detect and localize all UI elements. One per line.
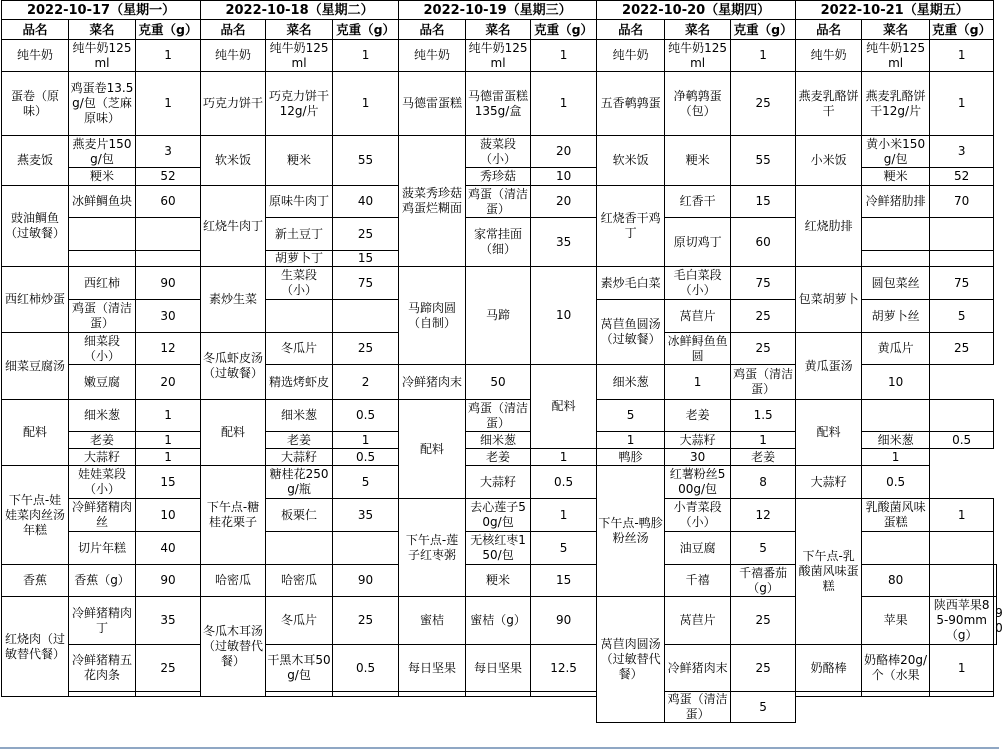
ingredient-cell (862, 400, 930, 432)
ingredient-cell: 冷鲜猪精五花肉条 (69, 645, 136, 692)
dish-cell: 配料 (399, 400, 466, 499)
weight-cell: 25 (333, 333, 399, 365)
ingredient-cell: 冰鲜鲟鱼鱼圆 (665, 333, 731, 365)
weight-cell: 12 (731, 499, 796, 532)
weight-cell: 12 (136, 333, 201, 365)
ingredient-cell: 纯牛奶125ml (665, 40, 731, 72)
weight-cell: 1 (731, 40, 796, 72)
dish-cell: 马蹄肉圆（自制） (399, 267, 466, 365)
header-weight: 克重（g） (333, 20, 399, 40)
weight-cell: 1 (531, 449, 597, 466)
dish-cell: 豉油鲷鱼（过敏餐） (2, 186, 69, 267)
dish-cell: 纯牛奶 (796, 40, 862, 72)
weight-cell: 55 (731, 136, 796, 186)
weight-cell (930, 692, 994, 697)
ingredient-cell: 细米葱 (69, 400, 136, 432)
ingredient-cell: 鸡蛋（清洁蛋） (665, 692, 731, 723)
header-dish: 品名 (201, 20, 266, 40)
weight-cell: 20 (136, 365, 201, 400)
ingredient-cell (266, 300, 333, 333)
weight-cell: 25 (333, 597, 399, 645)
header-dish: 品名 (597, 20, 665, 40)
weight-cell: 5 (597, 400, 665, 432)
weight-cell: 5 (531, 532, 597, 565)
weight-cell: 0.5 (333, 645, 399, 692)
dish-cell: 香蕉 (2, 565, 69, 597)
ingredient-cell: 老姜 (466, 449, 531, 466)
weight-cell (333, 692, 399, 697)
ingredient-cell: 冰鲜鲷鱼块 (69, 186, 136, 218)
ingredient-cell: 大蒜籽 (466, 466, 531, 499)
ingredient-cell: 细米葱 (597, 365, 665, 400)
ingredient-cell: 纯牛奶125ml (466, 40, 531, 72)
weight-cell: 15 (136, 466, 201, 499)
ingredient-cell: 每日坚果 (466, 645, 531, 692)
ingredient-cell: 家常挂面（细） (466, 218, 531, 267)
ingredient-cell: 纯牛奶125ml (266, 40, 333, 72)
ingredient-cell: 老姜 (266, 432, 333, 449)
dish-cell: 下午点-糖桂花栗子 (201, 466, 266, 565)
dish-cell: 软米饭 (201, 136, 266, 186)
header-ingredient: 菜名 (862, 20, 930, 40)
dish-cell (796, 692, 862, 697)
weight-cell: 35 (136, 597, 201, 645)
dish-cell: 巧克力饼干 (201, 72, 266, 136)
ingredient-cell (930, 565, 994, 597)
ingredient-cell: 马德雷蛋糕 135g/盒 (466, 72, 531, 136)
header-ingredient: 菜名 (69, 20, 136, 40)
weight-cell: 75 (333, 267, 399, 300)
ingredient-cell: 无核红枣150/包 (466, 532, 531, 565)
dish-cell: 奶酪棒 (796, 645, 862, 692)
dish-cell: 配料 (531, 365, 597, 449)
dish-cell: 配料 (201, 400, 266, 466)
weight-cell: 1 (333, 72, 399, 136)
dish-cell: 配料 (796, 400, 862, 466)
weight-cell: 20 (531, 136, 597, 168)
ingredient-cell: 切片年糕 (69, 532, 136, 565)
weight-cell: 0.5 (333, 400, 399, 432)
ingredient-cell: 冷鲜猪精肉丁 (69, 597, 136, 645)
dish-cell: 千禧 (665, 565, 731, 597)
ingredient-cell: 冷鲜猪肉末 (665, 645, 731, 692)
date-mon: 2022-10-17（星期一） (2, 1, 201, 20)
dish-cell: 配料 (2, 400, 69, 466)
ingredient-cell: 冷鲜猪肉末 (399, 365, 466, 400)
weight-cell: 70 (930, 186, 994, 218)
ingredient-cell: 原切鸡丁 (665, 218, 731, 267)
dish-cell: 下午点-乳酸菌风味蛋糕 (796, 499, 862, 645)
ingredient-cell: 小青菜段（小） (665, 499, 731, 532)
dish-cell: 燕麦饭 (2, 136, 69, 186)
date-fri: 2022-10-21（星期五） (796, 1, 994, 20)
header-ingredient: 菜名 (665, 20, 731, 40)
ingredient-cell: 粳米 (466, 565, 531, 597)
weight-cell: 90 (136, 267, 201, 300)
weight-cell: 30 (665, 449, 731, 466)
header-weight: 克重（g） (531, 20, 597, 40)
weight-cell (136, 251, 201, 267)
header-row (2, 20, 997, 40)
dish-cell: 菠菜秀珍菇鸡蛋烂糊面 (399, 136, 466, 267)
date-thu: 2022-10-20（星期四） (597, 1, 796, 20)
ingredient-cell: 粳米 (266, 136, 333, 186)
weight-cell: 1 (136, 449, 201, 466)
ingredient-cell: 黄小米150g/包 (862, 136, 930, 168)
dish-cell: 纯牛奶 (201, 40, 266, 72)
weight-cell: 5 (930, 300, 994, 333)
weight-cell (136, 218, 201, 251)
ingredient-cell: 乳酸菌风味蛋糕 (862, 499, 930, 532)
weight-cell: 1 (333, 40, 399, 72)
weight-cell: 1 (862, 449, 930, 466)
weight-cell: 35 (531, 218, 597, 267)
date-wed: 2022-10-19（星期三） (399, 1, 597, 20)
weight-cell: 15 (731, 186, 796, 218)
weight-cell: 35 (333, 499, 399, 532)
ingredient-cell (862, 251, 930, 267)
ingredient-cell: 粳米 (862, 168, 930, 186)
ingredient-cell: 黄瓜片 (862, 333, 930, 365)
dish-cell: 素炒生菜 (201, 267, 266, 333)
ingredient-cell: 去心莲子50g/包 (466, 499, 531, 532)
ingredient-cell: 纯牛奶125ml (69, 40, 136, 72)
weight-cell (994, 565, 997, 597)
ingredient-cell: 鸡蛋（清洁蛋） (69, 300, 136, 333)
ingredient-cell: 菠菜段（小） (466, 136, 531, 168)
weight-cell: 1 (136, 400, 201, 432)
weight-cell: 1 (597, 432, 665, 449)
dish-cell: 下午点-娃娃菜肉丝汤年糕 (2, 466, 69, 565)
weight-cell: 1 (731, 432, 796, 449)
weight-cell: 10 (531, 267, 597, 365)
ingredient-cell: 奶酪棒20g/个（水果 (862, 645, 930, 692)
header-dish: 品名 (2, 20, 69, 40)
ingredient-cell: 胡萝卜丝 (862, 300, 930, 333)
ingredient-cell: 冷鲜猪肋排 (862, 186, 930, 218)
weight-cell: 0.5 (862, 466, 930, 499)
weight-cell (333, 300, 399, 333)
weight-cell (930, 400, 994, 432)
ingredient-cell: 细米葱 (466, 432, 531, 449)
ingredient-cell: 干黑木耳50g/包 (266, 645, 333, 692)
dish-cell: 蛋卷（原味） (2, 72, 69, 136)
ingredient-cell: 燕麦片150g/包 (69, 136, 136, 168)
ingredient-cell: 老姜 (731, 449, 796, 466)
header-dish: 品名 (399, 20, 466, 40)
weight-cell: 80 (862, 565, 930, 597)
ingredient-cell: 娃娃菜段（小） (69, 466, 136, 499)
ingredient-cell: 粳米 (665, 136, 731, 186)
ingredient-cell (862, 692, 930, 697)
weight-cell: 3 (930, 136, 994, 168)
ingredient-cell: 莴苣片 (665, 300, 731, 333)
header-dish: 品名 (796, 20, 862, 40)
ingredient-cell (466, 692, 531, 697)
dish-cell: 红烧香干鸡丁 (597, 186, 665, 267)
weight-cell: 90 (136, 565, 201, 597)
bottom-border (0, 747, 999, 749)
ingredient-cell: 哈密瓜 (266, 565, 333, 597)
header-weight: 克重（g） (136, 20, 201, 40)
weight-cell: 1 (136, 72, 201, 136)
weight-cell: 12.5 (531, 645, 597, 692)
ingredient-cell: 冬瓜片 (266, 597, 333, 645)
ingredient-cell (266, 532, 333, 565)
ingredient-cell: 燕麦乳酪饼干12g/片 (862, 72, 930, 136)
ingredient-cell: 大蒜籽 (665, 432, 731, 449)
weight-cell (333, 532, 399, 565)
ingredient-cell: 千禧番茄（g） (731, 565, 796, 597)
ingredient-cell (266, 692, 333, 697)
weight-cell: 75 (731, 267, 796, 300)
weight-cell (930, 532, 994, 565)
ingredient-cell (862, 218, 930, 251)
ingredient-cell: 细米葱 (266, 400, 333, 432)
weight-cell: 25 (136, 645, 201, 692)
ingredient-cell: 老姜 (665, 400, 731, 432)
weight-cell: 0.5 (531, 466, 597, 499)
ingredient-cell: 红香干 (665, 186, 731, 218)
header-weight: 克重（g） (930, 20, 994, 40)
dish-cell: 黄瓜蛋汤 (796, 333, 862, 400)
ingredient-cell: 鸭胗 (597, 449, 665, 466)
dish-cell: 燕麦乳酪饼干 (796, 72, 862, 136)
date-row (2, 1, 997, 20)
dish-cell: 红烧肉（过敏替代餐） (2, 597, 69, 697)
ingredient-cell: 陕西苹果85-90mm（g） (930, 597, 994, 645)
dish-cell: 下午点-鸭胗粉丝汤 (597, 466, 665, 597)
weekly-menu-table (1, 0, 1003, 723)
weight-cell: 0.5 (333, 449, 399, 466)
weight-cell: 75 (930, 267, 994, 300)
weight-cell: 30 (136, 300, 201, 333)
header-ingredient: 菜名 (266, 20, 333, 40)
dish-cell: 红烧肋排 (796, 186, 862, 267)
weight-cell: 40 (333, 186, 399, 218)
weight-cell: 15 (531, 565, 597, 597)
ingredient-cell: 细米葱 (862, 432, 930, 449)
ingredient-cell: 巧克力饼干12g/片 (266, 72, 333, 136)
dish-cell: 哈密瓜 (201, 565, 266, 597)
weight-cell: 5 (731, 532, 796, 565)
ingredient-cell: 红薯粉丝500g/包 (665, 466, 731, 499)
ingredient-cell: 蜜桔（g） (466, 597, 531, 645)
ingredient-cell: 油豆腐 (665, 532, 731, 565)
weight-cell: 1 (930, 645, 994, 692)
ingredient-cell: 精选烤虾皮 (266, 365, 333, 400)
weight-cell: 25 (731, 72, 796, 136)
weight-cell: 52 (930, 168, 994, 186)
weight-cell: 15 (333, 251, 399, 267)
weight-cell: 10 (531, 168, 597, 186)
weight-cell: 5 (333, 466, 399, 499)
weight-cell: 10 (136, 499, 201, 532)
weight-cell: 50 (466, 365, 531, 400)
weight-cell: 1 (531, 499, 597, 532)
dish-cell (399, 692, 466, 697)
dish-cell: 西红柿炒蛋 (2, 267, 69, 333)
weight-cell: 1.5 (731, 400, 796, 432)
dish-cell: 下午点-莲子红枣粥 (399, 499, 466, 597)
weight-cell: 1 (930, 72, 994, 136)
weight-cell: 60 (731, 218, 796, 267)
weight-cell: 20 (531, 186, 597, 218)
ingredient-cell: 鸡蛋（清洁蛋） (466, 186, 531, 218)
dish-cell: 纯牛奶 (597, 40, 665, 72)
ingredient-cell (69, 251, 136, 267)
weight-cell: 1 (531, 40, 597, 72)
ingredient-cell: 冷鲜猪精肉丝 (69, 499, 136, 532)
weight-cell: 90 (333, 565, 399, 597)
weight-cell: 0.5 (930, 432, 994, 449)
ingredient-cell: 细菜段（小） (69, 333, 136, 365)
weight-cell (136, 692, 201, 697)
weight-cell: 1 (665, 365, 731, 400)
weight-cell: 25 (333, 218, 399, 251)
ingredient-cell: 冬瓜片 (266, 333, 333, 365)
weight-cell: 1 (333, 432, 399, 449)
weight-cell: 1 (531, 72, 597, 136)
dish-cell: 红烧牛肉丁 (201, 186, 266, 267)
ingredient-cell: 胡萝卜丁 (266, 251, 333, 267)
ingredient-cell: 净鹌鹑蛋（包） (665, 72, 731, 136)
ingredient-cell: 秀珍菇 (466, 168, 531, 186)
ingredient-cell: 西红柿 (69, 267, 136, 300)
ingredient-cell: 鸡蛋（清洁蛋） (466, 400, 531, 432)
weight-cell: 25 (930, 333, 994, 365)
ingredient-cell: 马蹄 (466, 267, 531, 365)
dish-cell: 莴苣肉圆汤（过敏替代餐） (597, 597, 665, 723)
dish-cell: 莴苣鱼圆汤（过敏餐） (597, 300, 665, 365)
ingredient-cell: 大蒜籽 (266, 449, 333, 466)
ingredient-cell: 粳米 (69, 168, 136, 186)
ingredient-cell: 嫩豆腐 (69, 365, 136, 400)
dish-cell: 软米饭 (597, 136, 665, 186)
weight-cell: 5 (731, 692, 796, 723)
ingredient-cell: 生菜段（小） (266, 267, 333, 300)
dish-cell: 纯牛奶 (399, 40, 466, 72)
weight-cell: 60 (136, 186, 201, 218)
ingredient-cell: 大蒜籽 (69, 449, 136, 466)
dish-cell: 冬瓜木耳汤（过敏替代餐） (201, 597, 266, 697)
weight-cell: 52 (136, 168, 201, 186)
weight-cell: 25 (731, 300, 796, 333)
dish-cell: 每日坚果 (399, 645, 466, 692)
ingredient-cell: 毛白菜段（小） (665, 267, 731, 300)
weight-cell (930, 251, 994, 267)
ingredient-cell: 香蕉（g） (69, 565, 136, 597)
ingredient-cell: 板栗仁 (266, 499, 333, 532)
dish-cell: 素炒毛白菜 (597, 267, 665, 300)
dish-cell: 包菜胡萝卜 (796, 267, 862, 333)
dish-cell: 马德雷蛋糕 (399, 72, 466, 136)
weight-cell: 1 (136, 40, 201, 72)
dish-cell: 五香鹌鹑蛋 (597, 72, 665, 136)
ingredient-cell: 莴苣片 (665, 597, 731, 645)
ingredient-cell: 鸡蛋（清洁蛋） (731, 365, 796, 400)
ingredient-cell: 纯牛奶125ml (862, 40, 930, 72)
dish-cell: 蜜桔 (399, 597, 466, 645)
weight-cell: 40 (136, 532, 201, 565)
ingredient-cell (862, 532, 930, 565)
ingredient-cell: 圆包菜丝 (862, 267, 930, 300)
weight-cell: 55 (333, 136, 399, 186)
weight-cell: 25 (731, 597, 796, 645)
weight-cell: 25 (731, 333, 796, 365)
ingredient-cell: 原味牛肉丁 (266, 186, 333, 218)
dish-cell: 苹果 (862, 597, 930, 645)
weight-cell: 1 (930, 499, 994, 532)
weight-cell: 10 (862, 365, 930, 400)
ingredient-cell (69, 692, 136, 697)
weight-cell: 2 (333, 365, 399, 400)
weight-cell: 8 (731, 466, 796, 499)
ingredient-cell: 新土豆丁 (266, 218, 333, 251)
dish-cell: 纯牛奶 (2, 40, 69, 72)
ingredient-cell (69, 218, 136, 251)
weight-cell: 1 (136, 432, 201, 449)
weight-cell: 1 (930, 40, 994, 72)
weight-cell: 3 (136, 136, 201, 168)
weight-cell (531, 692, 597, 697)
weight-cell (930, 218, 994, 251)
header-weight: 克重（g） (731, 20, 796, 40)
dish-cell: 小米饭 (796, 136, 862, 186)
weight-cell: 90 (994, 597, 997, 645)
ingredient-cell: 鸡蛋卷13.5g/包（芝麻原味） (69, 72, 136, 136)
ingredient-cell: 糖桂花250g/瓶 (266, 466, 333, 499)
dish-cell: 冬瓜虾皮汤（过敏餐） (201, 333, 266, 400)
weight-cell: 90 (531, 597, 597, 645)
ingredient-cell: 老姜 (69, 432, 136, 449)
ingredient-cell: 大蒜籽 (796, 466, 862, 499)
header-ingredient: 菜名 (466, 20, 531, 40)
weight-cell: 25 (731, 645, 796, 692)
date-tue: 2022-10-18（星期二） (201, 1, 399, 20)
dish-cell: 细菜豆腐汤 (2, 333, 69, 400)
